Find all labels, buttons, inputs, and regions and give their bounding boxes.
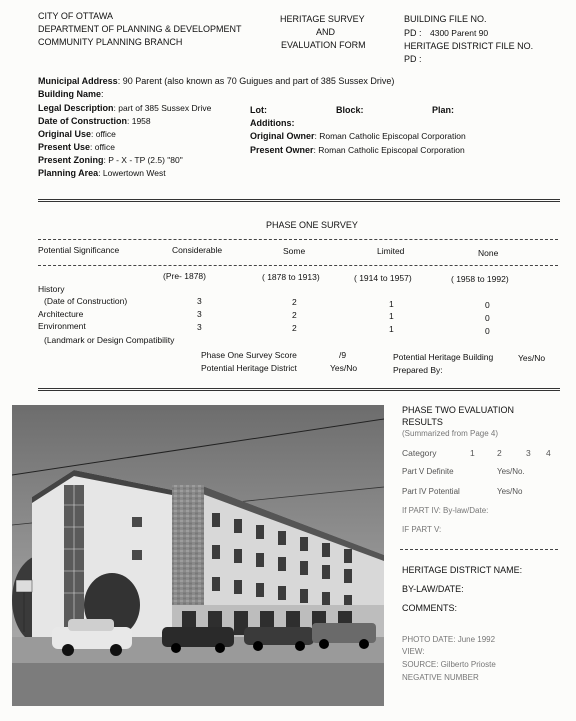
negative-number: NEGATIVE NUMBER	[402, 673, 479, 682]
part-v-definite-label: Part V Definite	[402, 467, 454, 476]
environment-value-limited: 1	[389, 324, 394, 334]
department-name: DEPARTMENT OF PLANNING & DEVELOPMENT	[38, 24, 242, 34]
present-owner-value: : Roman Catholic Episcopal Corporation	[313, 145, 465, 155]
legal-label: Legal Description	[38, 103, 114, 113]
building-name-label: Building Name	[38, 89, 102, 99]
municipal-address	[38, 77, 394, 86]
photo-view: VIEW:	[402, 647, 425, 656]
environment-value-considerable: 3	[197, 322, 202, 332]
photo-date: PHOTO DATE: June 1992	[402, 635, 496, 644]
address-label: Municipal Address	[38, 76, 118, 86]
planning-area	[38, 169, 166, 178]
zoning-label: Present Zoning	[38, 155, 104, 165]
plan-label: Plan:	[432, 105, 455, 115]
history-value-considerable: 3	[197, 296, 202, 306]
present-owner	[250, 146, 465, 155]
part-iv-potential-label: Part IV Potential	[402, 487, 460, 496]
date-of-construction	[38, 117, 151, 126]
address-value: : 90 Parent (also known as 70 Guigues and part of 385 Sussex Drive)	[117, 76, 395, 86]
form-title-line2: AND	[316, 27, 336, 37]
building-name-value: :	[101, 89, 104, 99]
history-value-some: 2	[292, 297, 297, 307]
pd2-label: PD :	[404, 54, 422, 64]
column-some: Some	[283, 246, 306, 256]
present-use-label: Present Use	[38, 142, 91, 152]
period-some: ( 1878 to 1913)	[262, 272, 320, 282]
phase-one-rule-mid	[38, 265, 558, 266]
phase-two-rule	[400, 549, 558, 550]
potential-heritage-district-value: Yes/No	[330, 363, 358, 373]
architecture-value-considerable: 3	[197, 309, 202, 319]
period-limited: ( 1914 to 1957)	[354, 273, 412, 283]
part-v-definite-value: Yes/No.	[497, 467, 525, 476]
row-history-label: History	[38, 284, 65, 294]
architecture-value-limited: 1	[389, 311, 394, 321]
environment-value-some: 2	[292, 323, 297, 333]
row-architecture-label: Architecture	[38, 309, 84, 319]
legal-description	[38, 104, 211, 113]
section-divider-2	[38, 388, 560, 391]
period-considerable: (Pre- 1878)	[163, 271, 206, 281]
present-owner-label: Present Owner	[250, 145, 314, 155]
building-file-label: BUILDING FILE NO.	[404, 14, 487, 24]
pd1-value: 4300 Parent 90	[430, 28, 489, 38]
lot-label: Lot:	[250, 105, 267, 115]
category-1: 1	[470, 448, 475, 458]
prepared-by-label: Prepared By:	[393, 365, 443, 375]
date-value: : 1958	[127, 116, 151, 126]
potential-heritage-district-label: Potential Heritage District	[201, 363, 297, 373]
history-value-none: 0	[485, 300, 490, 310]
block-label: Block:	[336, 105, 364, 115]
category-4: 4	[546, 448, 551, 458]
period-none: ( 1958 to 1992)	[451, 274, 509, 284]
bylaw-date-label: BY-LAW/DATE:	[402, 584, 464, 594]
category-2: 2	[497, 448, 502, 458]
phase-two-title-line1: PHASE TWO EVALUATION	[402, 405, 515, 415]
history-value-limited: 1	[389, 299, 394, 309]
part-iv-potential-value: Yes/No	[497, 487, 523, 496]
original-owner	[250, 132, 466, 141]
column-none: None	[478, 248, 499, 258]
building-photo-image	[12, 405, 384, 706]
photo-source: SOURCE: Gilberto Prioste	[402, 660, 496, 669]
comments-label: COMMENTS:	[402, 603, 457, 613]
orig-owner-label: Original Owner	[250, 131, 315, 141]
legal-value: : part of 385 Sussex Drive	[113, 103, 212, 113]
date-label: Date of Construction	[38, 116, 127, 126]
row-environment-sub: (Landmark or Design Compatibility	[44, 335, 175, 345]
orig-use-value: : office	[91, 129, 116, 139]
present-use-value: : office	[90, 142, 115, 152]
additions-label: Additions:	[250, 118, 295, 128]
column-limited: Limited	[377, 246, 405, 256]
present-use	[38, 143, 115, 152]
zoning-value: : P - X - TP (2.5) "80"	[103, 155, 183, 165]
column-considerable: Considerable	[172, 245, 223, 255]
if-part-v-label: IF PART V:	[402, 525, 442, 534]
row-environment-label: Environment	[38, 321, 86, 331]
architecture-value-some: 2	[292, 310, 297, 320]
form-title-line3: EVALUATION FORM	[281, 40, 366, 50]
category-3: 3	[526, 448, 531, 458]
orig-owner-value: : Roman Catholic Episcopal Corporation	[314, 131, 466, 141]
phase-two-summary-note: (Summarized from Page 4)	[402, 429, 499, 438]
potential-heritage-building-label: Potential Heritage Building	[393, 352, 494, 362]
row-history-sub: (Date of Construction)	[44, 296, 128, 306]
score-value: /9	[339, 350, 347, 360]
phase-one-title: PHASE ONE SURVEY	[266, 220, 358, 230]
city-name: CITY OF OTTAWA	[38, 11, 113, 21]
original-use	[38, 130, 116, 139]
category-label: Category	[402, 448, 437, 458]
phase-one-rule-top	[38, 239, 558, 240]
branch-name: COMMUNITY PLANNING BRANCH	[38, 37, 183, 47]
pd1-label: PD :	[404, 28, 422, 38]
district-file-label: HERITAGE DISTRICT FILE NO.	[404, 41, 534, 51]
present-zoning	[38, 156, 183, 165]
heritage-district-name-label: HERITAGE DISTRICT NAME:	[402, 565, 523, 575]
planning-label: Planning Area	[38, 168, 99, 178]
building-photograph	[12, 405, 384, 706]
planning-value: : Lowertown West	[98, 168, 166, 178]
environment-value-none: 0	[485, 326, 490, 336]
section-divider-1	[38, 199, 560, 202]
potential-significance-label: Potential Significance	[38, 245, 120, 255]
architecture-value-none: 0	[485, 313, 490, 323]
building-name	[38, 90, 104, 99]
orig-use-label: Original Use	[38, 129, 92, 139]
potential-heritage-building-value: Yes/No	[518, 353, 546, 363]
score-label: Phase One Survey Score	[201, 350, 297, 360]
phase-two-title-line2: RESULTS	[402, 417, 443, 427]
if-part-iv-label: If PART IV: By-law/Date:	[402, 506, 489, 515]
form-title-line1: HERITAGE SURVEY	[280, 14, 365, 24]
